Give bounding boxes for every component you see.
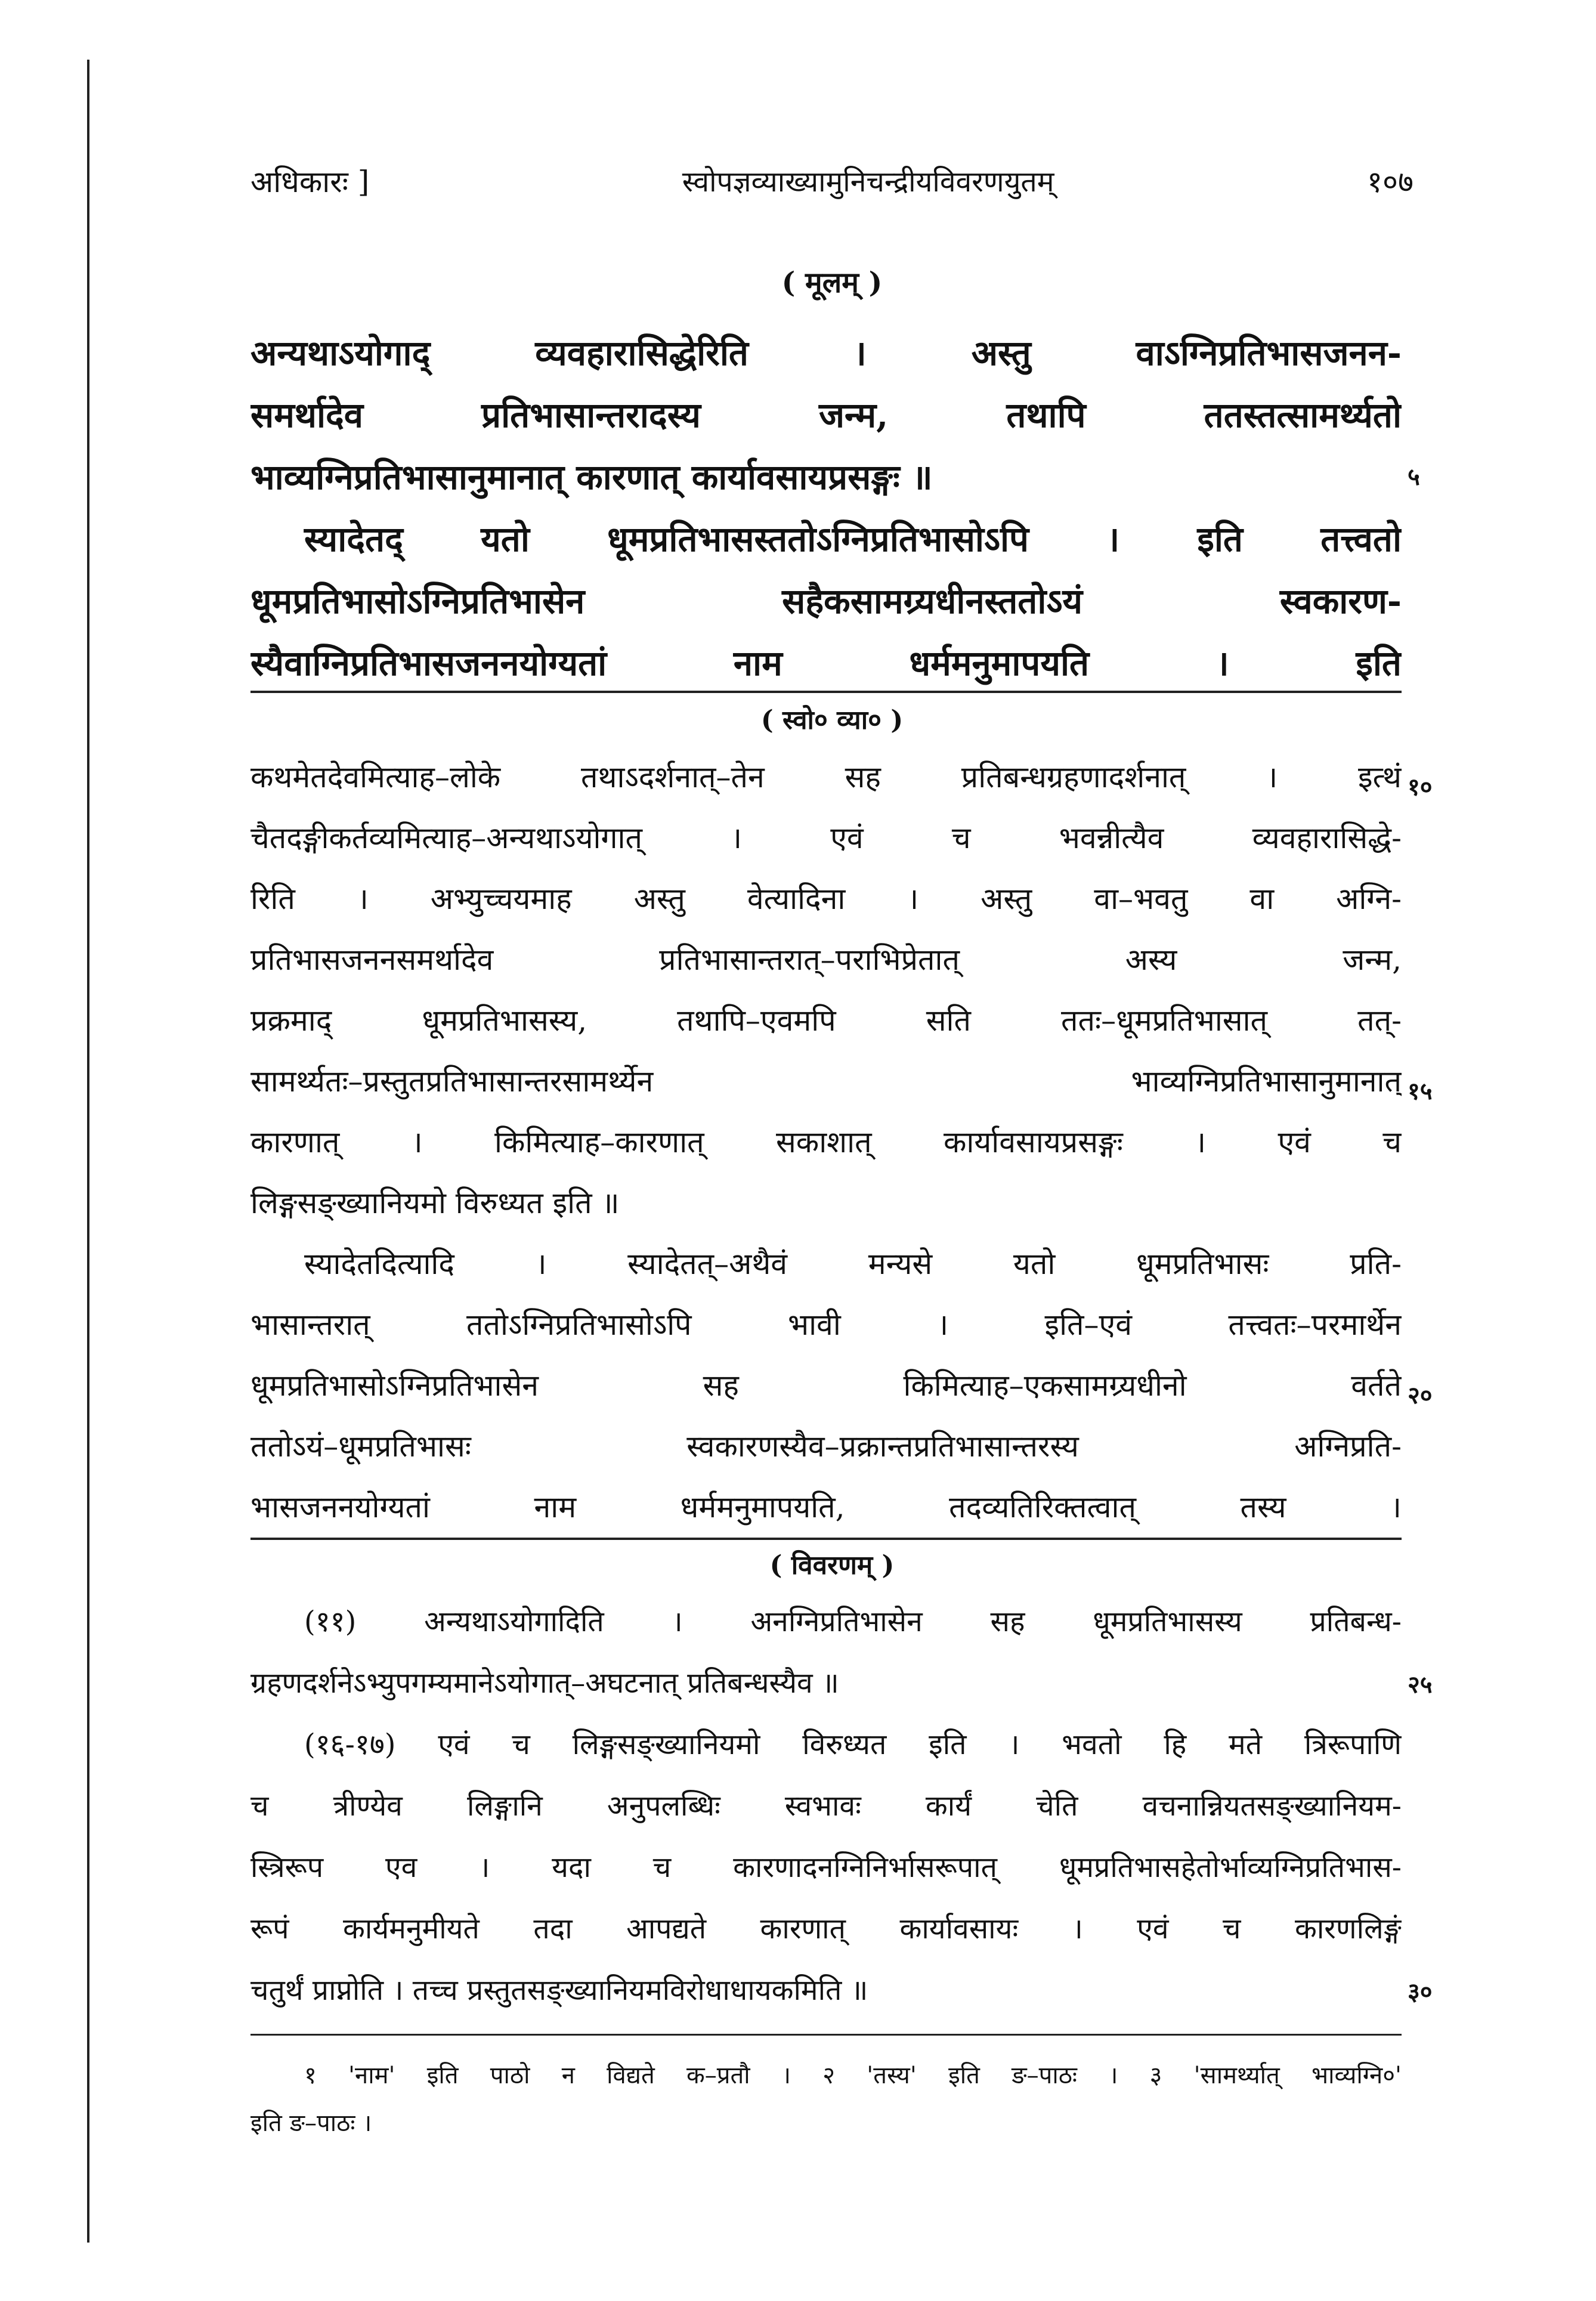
mool-line: स्यैवाग्निप्रतिभासजननयोग्यतां नाम धर्ममनुमापयति । इति	[250, 643, 1402, 684]
line-number-15: १५	[1408, 1077, 1433, 1105]
header-chapter: अधिकारः ]	[250, 165, 370, 199]
footnotes	[250, 2052, 1402, 2147]
commentary-line: लिङ्गसङ्ख्यानियमो विरुध्यत इति ॥	[250, 1186, 620, 1220]
header-book-title: स्वोपज्ञव्याख्यामुनिचन्द्रीयविवरणयुतम्	[682, 165, 1054, 199]
commentary-text	[250, 747, 1402, 1538]
commentary-line: धूमप्रतिभासोऽग्निप्रतिभासेन सह किमित्याह–एकसामग्र्यधीनो वर्तते	[250, 1368, 1402, 1403]
vivaranam-line: स्त्रिरूप एव । यदा च कारणादनग्निनिर्भासरूपात् धूमप्रतिभासहेतोर्भाव्यग्निप्रतिभास-	[250, 1851, 1402, 1884]
line-number-10: १०	[1408, 773, 1433, 801]
vivaranam-text	[250, 1591, 1402, 2021]
vivaranam-line: (१६-१७) एवं च लिङ्गसङ्ख्यानियमो विरुध्यत इति । भवतो हि मते त्रिरूपाणि	[304, 1728, 1402, 1761]
vivaranam-line: (११) अन्यथाऽयोगादिति । अनग्निप्रतिभासेन सह धूमप्रतिभासस्य प्रतिबन्ध-	[304, 1605, 1402, 1638]
section-divider	[250, 1538, 1402, 1540]
commentary-line: भासजननयोग्यतां नाम धर्ममनुमापयति, तदव्यतिरिक्तत्वात् तस्य ।	[250, 1490, 1402, 1524]
mool-line: भाव्यग्निप्रतिभासानुमानात् कारणात् कार्यावसायप्रसङ्गः ॥	[250, 457, 933, 497]
commentary-line: भासान्तरात् ततोऽग्निप्रतिभासोऽपि भावी । इति–एवं तत्त्वतः–परमार्थेन	[250, 1307, 1402, 1342]
commentary-line: कथमेतदेवमित्याह–लोके तथाऽदर्शनात्–तेन सह प्रतिबन्धग्रहणादर्शनात् । इत्थं	[250, 760, 1402, 794]
mool-text	[250, 322, 1402, 694]
mool-line: समर्थादेव प्रतिभासान्तरादस्य जन्म, तथापि ततस्तत्सामर्थ्यतो	[250, 395, 1402, 435]
mool-line: स्यादेतद् यतो धूमप्रतिभासस्ततोऽग्निप्रतिभासोऽपि । इति तत्त्वतो	[304, 519, 1402, 559]
vivaranam-line: च त्रीण्येव लिङ्गानि अनुपलब्धिः स्वभावः कार्यं चेति वचनान्नियतसङ्ख्यानियम-	[250, 1789, 1402, 1823]
page-number: १०७	[1367, 165, 1413, 199]
commentary-line: सामर्थ्यतः–प्रस्तुतप्रतिभासान्तरसामर्थ्येन भाव्यग्निप्रतिभासानुमानात्	[250, 1064, 1402, 1099]
commentary-line: प्रक्रमाद् धूमप्रतिभासस्य, तथापि–एवमपि सति ततः–धूमप्रतिभासात् तत्-	[250, 1003, 1402, 1038]
vivaranam-line: ग्रहणदर्शनेऽभ्युपगम्यमानेऽयोगात्–अघटनात् प्रतिबन्धस्यैव ॥	[250, 1666, 839, 1700]
scan-edge-line	[87, 60, 89, 2243]
running-header	[250, 154, 1413, 208]
commentary-line: रिति । अभ्युच्चयमाह अस्तु वेत्यादिना । अस्तु वा–भवतु वा अग्नि-	[250, 882, 1402, 916]
commentary-line: कारणात् । किमित्याह–कारणात् सकाशात् कार्यावसायप्रसङ्गः । एवं च	[250, 1125, 1402, 1159]
line-number-30: ३०	[1408, 1978, 1433, 2006]
footnote-divider	[250, 2034, 1402, 2036]
vivaranam-line: चतुर्थं प्राप्नोति । तच्च प्रस्तुतसङ्ख्यानियमविरोधाधायकमिति ॥	[250, 1974, 868, 2007]
mool-line: अन्यथाऽयोगाद् व्यवहारासिद्धेरिति । अस्तु वाऽग्निप्रतिभासजनन-	[250, 333, 1402, 373]
commentary-line: चैतदङ्गीकर्तव्यमित्याह–अन्यथाऽयोगात् । एवं च भवन्नीत्यैव व्यवहारासिद्धे-	[250, 821, 1402, 855]
vivaranam-line: रूपं कार्यमनुमीयते तदा आपद्यते कारणात् कार्यावसायः । एवं च कारणलिङ्गं	[250, 1912, 1402, 1946]
commentary-line: स्यादेतदित्यादि । स्यादेतत्–अथैवं मन्यसे यतो धूमप्रतिभासः प्रति-	[304, 1247, 1402, 1281]
mool-line: धूमप्रतिभासोऽग्निप्रतिभासेन सहैकसामग्र्यधीनस्ततोऽयं स्वकारण-	[250, 581, 1402, 621]
mool-heading: ( मूलम् )	[781, 266, 883, 299]
footnote-line: १ 'नाम' इति पाठो न विद्यते क–प्रतौ । २ 'तस्य' इति ङ–पाठः । ३ 'सामर्थ्यात् भाव्यग्नि०'	[304, 2062, 1402, 2089]
line-number-25: २५	[1408, 1671, 1433, 1699]
commentary-line: ततोऽयं–धूमप्रतिभासः स्वकारणस्यैव–प्रक्रान्तप्रतिभासान्तरस्य अग्निप्रति-	[250, 1429, 1402, 1464]
commentary-line: प्रतिभासजननसमर्थादेव प्रतिभासान्तरात्–पराभिप्रेतात् अस्य जन्म,	[250, 942, 1402, 977]
commentary-heading: ( स्वो० व्या० )	[760, 705, 904, 735]
footnote-line: इति ङ–पाठः ।	[250, 2110, 372, 2137]
section-divider	[250, 691, 1402, 693]
vivaranam-heading: ( विवरणम् )	[769, 1550, 895, 1581]
line-number-5: ५	[1408, 463, 1420, 491]
line-number-20: २०	[1408, 1381, 1433, 1409]
